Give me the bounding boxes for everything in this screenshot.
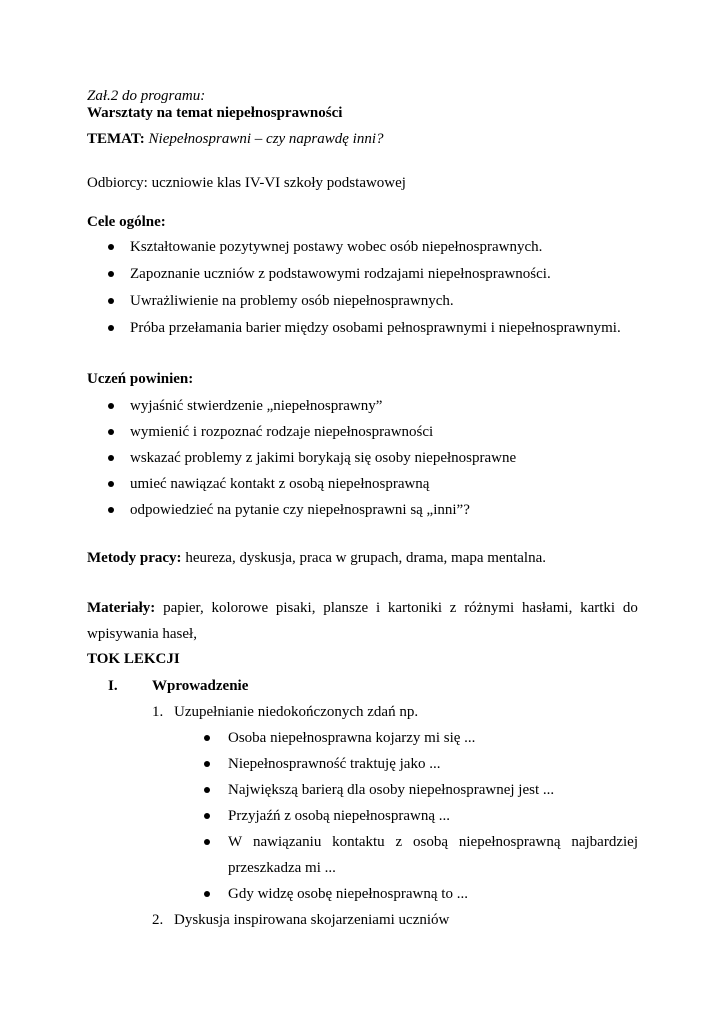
materials-word: kolorowe [211, 600, 269, 616]
contact-sentence-line-2: przeszkadza mi ... [228, 860, 336, 876]
step-number: 1. [152, 704, 164, 720]
bullet-icon [204, 761, 210, 767]
attachment-note: Zał.2 do programu: [87, 88, 206, 104]
materials-word: pisaki, [275, 600, 316, 616]
bullet-icon [204, 813, 210, 819]
goals-heading: Cele ogólne: [87, 214, 166, 230]
goal-item: Zapoznanie uczniów z podstawowymi rodzajami niepełnosprawności. [130, 266, 551, 282]
section-title: Wprowadzenie [152, 678, 249, 694]
materials-word: i [375, 600, 381, 616]
goal-item: Próba przełamania barier między osobami pełnosprawnymi i niepełnosprawnymi. [130, 320, 621, 336]
materials-line [87, 599, 638, 617]
student-item: umieć nawiązać kontakt z osobą niepełnosprawną [130, 476, 430, 492]
bullet-icon [108, 325, 114, 331]
topic-label: TEMAT: [87, 131, 145, 147]
student-heading: Uczeń powinien: [87, 371, 194, 387]
bullet-icon [108, 244, 114, 250]
contact-word: niepełnosprawną [458, 834, 561, 850]
materials-word: hasłami, [521, 600, 573, 616]
sentence-item: Przyjaźń z osobą niepełnosprawną ... [228, 808, 451, 824]
step-text: Uzupełnianie niedokończonych zdań np. [174, 704, 419, 720]
step-text: Dyskusja inspirowana skojarzeniami uczniów [174, 912, 450, 928]
student-item: odpowiedzieć na pytanie czy niepełnosprawni są „inni”? [130, 502, 470, 518]
student-item: wyjaśnić stwierdzenie „niepełnosprawny” [130, 398, 383, 414]
materials-word: papier, [163, 600, 204, 616]
audience-line: Odbiorcy: uczniowie klas IV-VI szkoły podstawowej [87, 175, 406, 191]
topic-line [87, 130, 384, 148]
bullet-icon [108, 298, 114, 304]
materials-word: do [622, 600, 638, 616]
materials-line-2: wpisywania haseł, [87, 626, 197, 642]
contact-word: kontaktu [332, 834, 385, 850]
sentence-item: Gdy widzę osobę niepełnosprawną to ... [228, 886, 468, 902]
student-item: wskazać problemy z jakimi borykają się osoby niepełnosprawne [130, 450, 517, 466]
document-title: Warsztaty na temat niepełnosprawności [87, 105, 343, 121]
topic-value: Niepełnosprawni – czy naprawdę inni? [148, 131, 384, 147]
materials-word: plansze [323, 600, 369, 616]
materials-word: różnymi [464, 600, 515, 616]
methods-label: Metody pracy: [87, 550, 182, 566]
bullet-icon [108, 403, 114, 409]
bullet-icon [108, 481, 114, 487]
bullet-icon [204, 735, 210, 741]
contact-sentence [228, 833, 638, 851]
contact-word: z [395, 834, 403, 850]
contact-word: najbardziej [571, 834, 638, 850]
goal-item: Kształtowanie pozytywnej postawy wobec osób niepełnosprawnych. [130, 239, 543, 255]
student-item: wymienić i rozpoznać rodzaje niepełnosprawności [130, 424, 434, 440]
bullet-icon [204, 839, 210, 845]
methods-value: heureza, dyskusja, praca w grupach, drama, mapa mentalna. [181, 550, 546, 566]
step-number: 2. [152, 912, 164, 928]
materials-word: z [449, 600, 457, 616]
lesson-heading: TOK LEKCJI [87, 651, 180, 667]
contact-word: osobą [413, 834, 449, 850]
bullet-icon [108, 455, 114, 461]
materials-word: kartki [580, 600, 616, 616]
materials-word: kartoniki [387, 600, 443, 616]
sentence-item: Niepełnosprawność traktuję jako ... [228, 756, 441, 772]
contact-word: W [228, 834, 243, 850]
section-number: I. [108, 678, 118, 694]
bullet-icon [204, 891, 210, 897]
bullet-icon [108, 507, 114, 513]
goal-item: Uwrażliwienie na problemy osób niepełnosprawnych. [130, 293, 454, 309]
bullet-icon [108, 271, 114, 277]
bullet-icon [108, 429, 114, 435]
sentence-item: Osoba niepełnosprawna kojarzy mi się ... [228, 730, 476, 746]
sentence-item: Największą barierą dla osoby niepełnosprawnej jest ... [228, 782, 555, 798]
methods-line [87, 549, 546, 567]
bullet-icon [204, 787, 210, 793]
materials-label: Materiały: [87, 600, 156, 616]
contact-word: nawiązaniu [253, 834, 322, 850]
